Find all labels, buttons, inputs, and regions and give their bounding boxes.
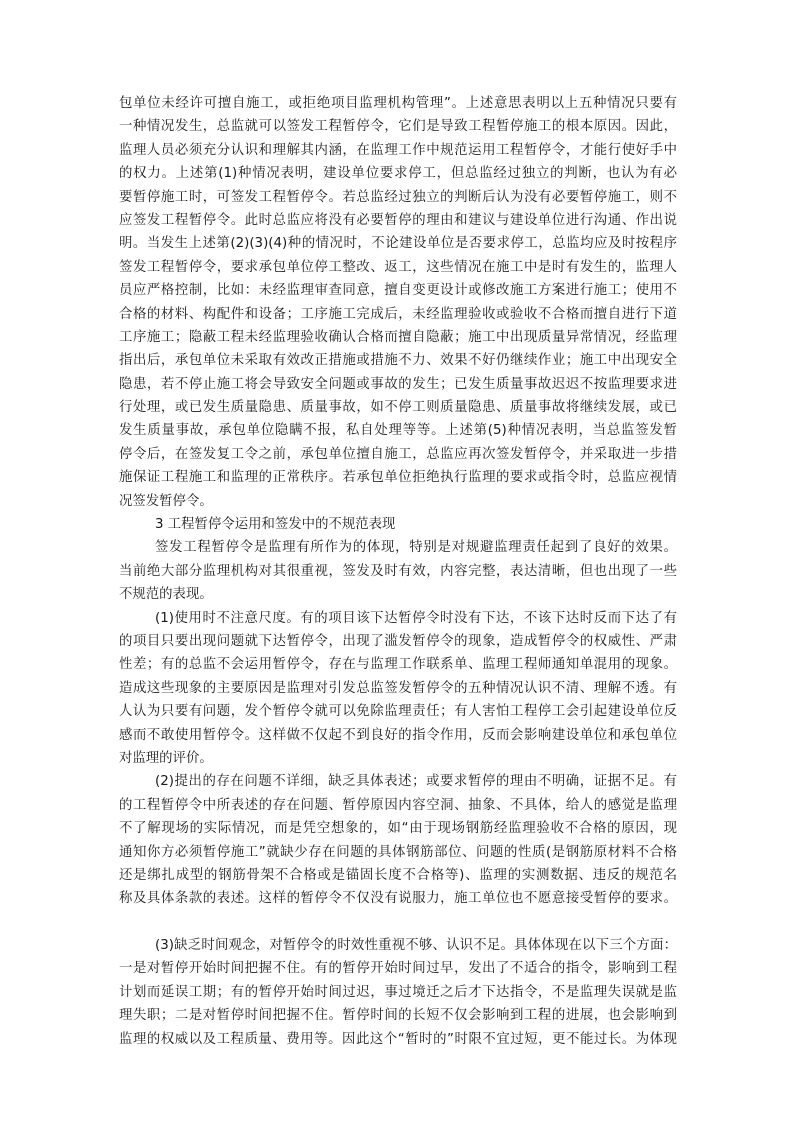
text-line: 的权力。上述第(1)种情况表明，建设单位要求停工，但总监经过独立的判断，也认为有必 (119, 166, 677, 182)
paragraph-first-line: (1)使用时不注意尺度。有的项目该下达暂停令时没有下达，不该下达时反而下达了有 (155, 610, 677, 626)
text-line: 况签发暂停令。 (119, 493, 213, 509)
text-line: 造成这些现象的主要原因是监理对引发总监签发暂停令的五种情况认识不清、理解不透。有 (119, 680, 677, 696)
text-line: 包单位未经许可擅自施工，或拒绝项目监理机构管理”。上述意思表明以上五种情况只要有 (119, 96, 677, 111)
text-line: 员应严格控制，比如：未经监理审查同意，擅自变更设计或修改施工方案进行施工；使用不 (119, 283, 677, 299)
document-body (119, 92, 677, 1051)
text-line: 应签发工程暂停令。此时总监应将没有必要暂停的理由和建议与建设单位进行沟通、作出说 (119, 212, 677, 228)
text-line: 计划而延误工期；有的暂停开始时间过迟，事过境迁之后才下达指令，不是监理失误就是监 (119, 984, 677, 1000)
text-line: 合格的材料、构配件和设备；工序施工完成后，未经监理验收或验收不合格而擅自进行下道 (119, 306, 677, 322)
text-line: 一是对暂停开始时间把握不住。有的暂停开始时间过早，发出了不适合的指令，影响到工程 (119, 961, 677, 977)
text-line: 的项目只要出现问题就下达暂停令，出现了滥发暂停令的现象，造成暂停令的权威性、严肃 (119, 633, 677, 649)
text-line: 不了解现场的实际情况，而是凭空想象的，如“由于现场钢筋经监理验收不合格的原因，现 (119, 821, 677, 837)
text-line: 一种情况发生，总监就可以签发工程暂停令，它们是导致工程暂停施工的根本原因。因此， (119, 119, 677, 135)
text-line: 监理人员必须充分认识和理解其内涵，在监理工作中规范运用工程暂停令，才能行使好手中 (119, 142, 677, 158)
blank-line (119, 911, 677, 934)
text-line: 感而不敢使用暂停令。这样做不仅起不到良好的指令作用，反而会影响建设单位和承包单位 (119, 727, 677, 743)
text-line: 隐患，若不停止施工将会导致安全问题或事故的发生；已发生质量事故迟迟不按监理要求进 (119, 376, 677, 392)
paragraph-first-line: 3 工程暂停令运用和签发中的不规范表现 (155, 517, 396, 533)
text-line: 要暂停施工时，可签发工程暂停令。若总监经过独立的判断后认为没有必要暂停施工，则不 (119, 189, 677, 205)
text-line: 不规范的表现。 (119, 587, 213, 603)
text-line: 工序施工；隐蔽工程未经监理验收确认合格而擅自隐蔽；施工中出现质量异常情况，经监理 (119, 329, 677, 345)
text-line: 监理的权威以及工程质量、费用等。因此这个“暂时的”时限不宜过短，更不能过长。为体现 (119, 1031, 677, 1047)
text-line: 施保证工程施工和监理的正常秩序。若承包单位拒绝执行监理的要求或指令时，总监应视情 (119, 470, 677, 486)
text-line: 停令后，在签发复工令之前，承包单位擅自施工，总监应再次签发暂停令，并采取进一步措 (119, 446, 677, 462)
text-line: 的工程暂停令中所表述的存在问题、暂停原因内容空洞、抽象、不具体，给人的感觉是监理 (119, 797, 677, 813)
text-line: 签发工程暂停令，要求承包单位停工整改、返工，这些情况在施工中是时有发生的，监理人 (119, 259, 677, 275)
text-line: 发生质量事故，承包单位隐瞒不报，私自处理等等。上述第(5)种情况表明，当总监签发暂 (119, 423, 677, 439)
text-line: 对监理的评价。 (119, 750, 213, 766)
text-line: 人认为只要有问题，发个暂停令就可以免除监理责任；有人害怕工程停工会引起建设单位反 (119, 704, 677, 720)
paragraph-first-line: (3)缺乏时间观念，对暂停令的时效性重视不够、认识不足。具体体现在以下三个方面： (155, 938, 677, 954)
text-line: 理失职；二是对暂停时间把握不住。暂停时间的长短不仅会影响到工程的进展，也会影响到 (119, 1008, 677, 1024)
text-line: 还是绑扎成型的钢筋骨架不合格或是锚固长度不合格等)、监理的实测数据、违反的规范名 (119, 867, 677, 883)
text-line: 通知你方必须暂停施工”就缺少存在问题的具体钢筋部位、问题的性质(是钢筋原材料不合格 (119, 844, 677, 860)
text-line: 当前绝大部分监理机构对其很重视，签发及时有效，内容完整，表达清晰，但也出现了一些 (119, 563, 677, 579)
paragraph-first-line: (2)提出的存在问题不详细，缺乏具体表述；或要求暂停的理由不明确，证据不足。有 (155, 774, 677, 790)
text-line: 明。当发生上述第(2)(3)(4)种的情况时，不论建设单位是否要求停工，总监均应及时按程序 (119, 236, 677, 252)
text-line: 行处理，或已发生质量隐患、质量事故，如不停工则质量隐患、质量事故将继续发展，或已 (119, 400, 677, 416)
text-line: 指出后，承包单位未采取有效改正措施或措施不力、效果不好仍继续作业；施工中出现安全 (119, 353, 677, 369)
text-line: 称及具体条款的表述。这样的暂停令不仅没有说服力，施工单位也不愿意接受暂停的要求。 (119, 891, 677, 907)
paragraph-first-line: 签发工程暂停令是监理有所作为的体现，特别是对规避监理责任起到了良好的效果。 (155, 540, 677, 556)
text-line: 性差；有的总监不会运用暂停令，存在与监理工作联系单、监理工程师通知单混用的现象。 (119, 657, 677, 673)
